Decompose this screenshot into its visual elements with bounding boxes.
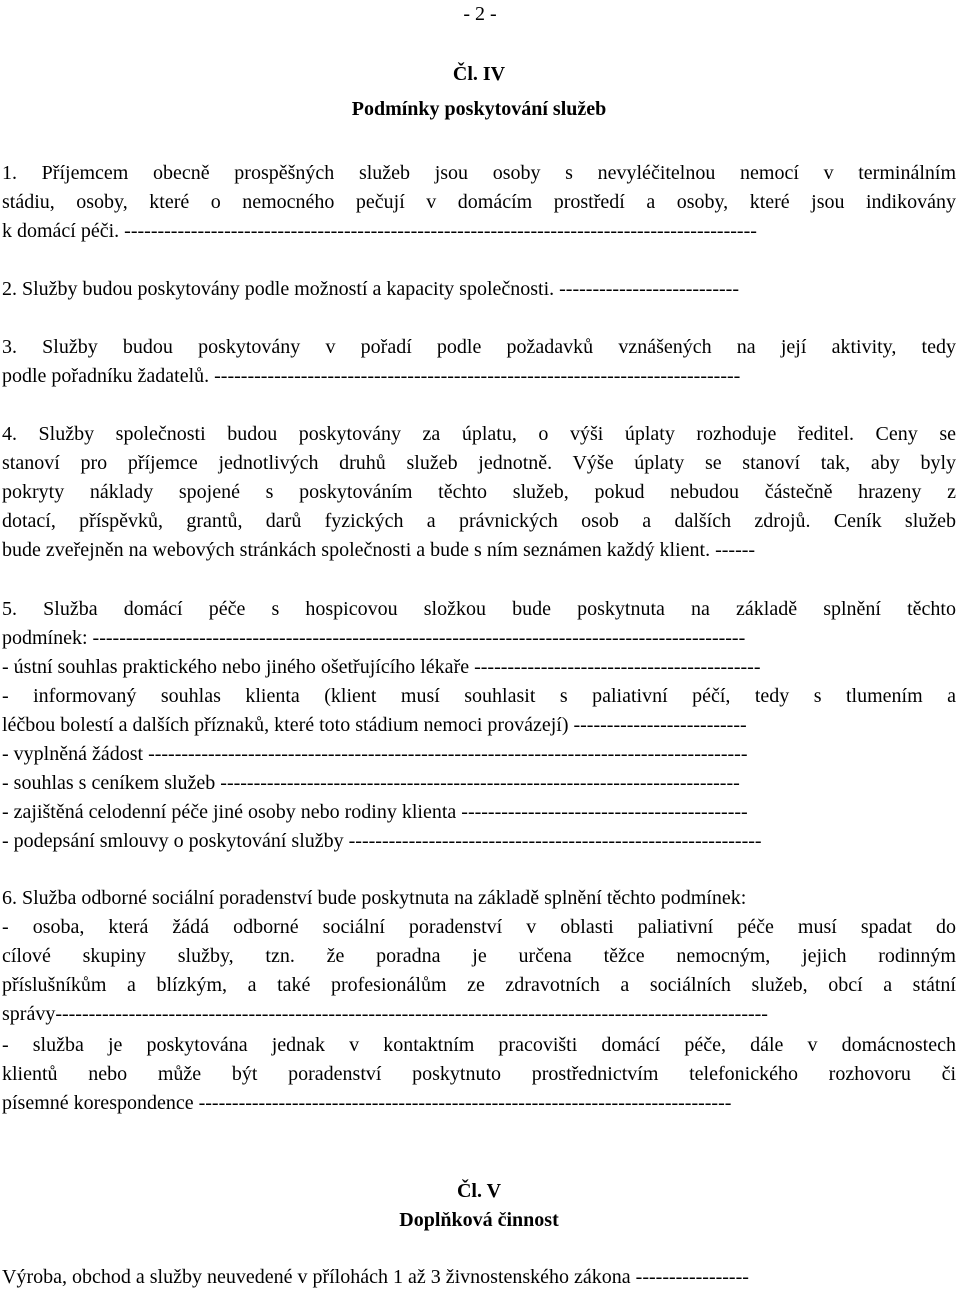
article-iv-label: Čl. IV [452, 63, 506, 85]
page-number: - 2 - [463, 3, 497, 25]
paragraph-6-line-8: písemné korespondence -------------------------------------------------------------------------------- [2, 1092, 732, 1114]
final-line: Výroba, obchod a služby neuvedené v přílohách 1 až 3 živnostenského zákona ----------------- [2, 1266, 749, 1288]
paragraph-2-line-1: 2. Služby budou poskytovány podle možností a kapacity společnosti. --------------------------- [2, 278, 739, 300]
paragraph-5-line-2: podmínek: -------------------------------------------------------------------------------------------------- [2, 627, 746, 649]
paragraph-6-line-1: 6. Služba odborné sociální poradenství bude poskytnuta na základě splnění těchto podmínek: [2, 887, 747, 909]
paragraph-4-line-4: dotací, příspěvků, grantů, darů fyzických a právnických osob a dalších zdrojů. Ceník služeb [2, 510, 956, 532]
paragraph-6-line-4: příslušníkům a blízkým, a také profesionálům ze zdravotních a sociálních služeb, obcí a státní [2, 974, 956, 996]
paragraph-5-line-8: - zajištěná celodenní péče jiné osoby nebo rodiny klienta ------------------------------------------- [2, 801, 748, 823]
paragraph-4-line-5: bude zveřejněn na webových stránkách společnosti a bude s ním seznámen každý klient. ------ [2, 539, 756, 561]
paragraph-5-line-3: - ústní souhlas praktického nebo jiného ošetřujícího lékaře ------------------------------------------- [2, 656, 761, 678]
paragraph-6-line-2: - osoba, která žádá odborné sociální poradenství v oblasti paliativní péče musí spadat do [2, 916, 956, 938]
article-iv-title: Podmínky poskytování služeb [351, 98, 607, 120]
paragraph-3-line-2: podle pořadníku žadatelů. ------------------------------------------------------------------------------- [2, 365, 741, 387]
paragraph-6-line-6: - služba je poskytována jednak v kontaktním pracovišti domácí péče, dále v domácnostech [2, 1034, 956, 1056]
paragraph-1-line-1: 1. Příjemcem obecně prospěšných služeb jsou osoby s nevyléčitelnou nemocí v terminálním [2, 162, 956, 184]
paragraph-3-line-1: 3. Služby budou poskytovány v pořadí podle požadavků vznášených na její aktivity, tedy [2, 336, 956, 358]
paragraph-1-line-2: stádiu, osoby, které o nemocného pečují v domácím prostředí a osoby, které jsou indikovány [2, 191, 956, 213]
article-v-label: Čl. V [456, 1180, 502, 1202]
paragraph-4-line-3: pokryty náklady spojené s poskytováním těchto služeb, pokud nebudou částečně hrazeny z [2, 481, 956, 503]
paragraph-5-line-1: 5. Služba domácí péče s hospicovou složkou bude poskytnuta na základě splnění těchto [2, 598, 956, 620]
paragraph-6-line-3: cílové skupiny služby, tzn. že poradna je určena těžce nemocným, jejich rodinným [2, 945, 956, 967]
paragraph-6-line-5: správy----------------------------------------------------------------------------------------------------------- [2, 1003, 768, 1025]
paragraph-1-line-3: k domácí péči. ----------------------------------------------------------------------------------------------- [2, 220, 757, 242]
paragraph-4-line-2: stanoví pro příjemce jednotlivých druhů služeb jednotně. Výše úplaty se stanoví tak, aby byly [2, 452, 956, 474]
paragraph-4-line-1: 4. Služby společnosti budou poskytovány za úplatu, o výši úplaty rozhoduje ředitel. Ceny se [2, 423, 956, 445]
paragraph-6-line-7: klientů nebo může být poradenství poskytnuto prostřednictvím telefonického rozhovoru či [2, 1063, 956, 1085]
paragraph-5-line-5: léčbou bolestí a dalších příznaků, které toto stádium nemoci provázejí) -------------------------- [2, 714, 747, 736]
paragraph-5-line-6: - vyplněná žádost ------------------------------------------------------------------------------------------ [2, 743, 748, 765]
paragraph-5-line-7: - souhlas s ceníkem služeb ------------------------------------------------------------------------------ [2, 772, 740, 794]
paragraph-5-line-4: - informovaný souhlas klienta (klient musí souhlasit s paliativní péčí, tedy s tlumením a [2, 685, 956, 707]
paragraph-5-line-9: - podepsání smlouvy o poskytování služby -------------------------------------------------------------- [2, 830, 762, 852]
article-v-title: Doplňková činnost [399, 1209, 559, 1231]
